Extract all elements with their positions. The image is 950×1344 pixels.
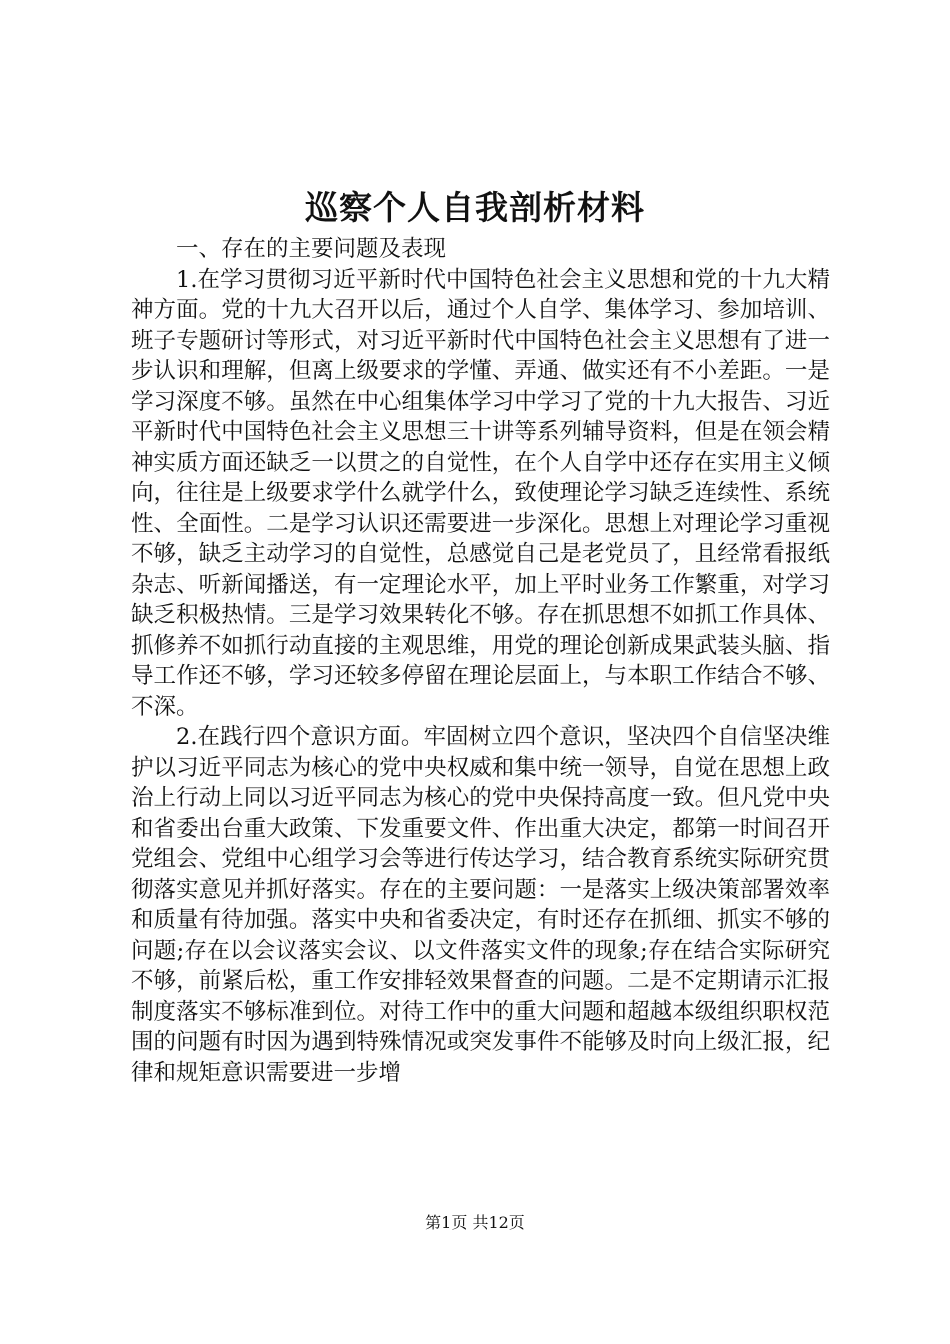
section-heading: 一、存在的主要问题及表现: [176, 236, 447, 262]
paragraph-1: 1.在学习贯彻习近平新时代中国特色社会主义思想和党的十九大精神方面。党的十九大召开以后，通过个人自学、集体学习、参加培训、班子专题研讨等形式，对习近平新时代中国特色社会主义思想有了进一步认识和理解，但离上级要求的学懂、弄通、做实还有不小差距。一是学习深度不够。虽然在中心组集体学习中学习了党的十九大报告、习近平新时代中国特色社会主义思想三十讲等系列辅导资料，但是在领会精神实质方面还缺乏一以贯之的自觉性，在个人自学中还存在实用主义倾向，往往是上级要求学什么就学什么，致使理论学习缺乏连续性、系统性、全面性。二是学习认识还需要进一步深化。思想上对理论学习重视不够，缺乏主动学习的自觉性，总感觉自己是老党员了，且经常看报纸杂志、听新闻播送，有一定理论水平，加上平时业务工作繁重，对学习缺乏积极热情。三是学习效果转化不够。存在抓思想不如抓工作具体、抓修养不如抓行动直接的主观思维，用党的理论创新成果武装头脑、指导工作还不够，学习还较多停留在理论层面上，与本职工作结合不够、不深。: [131, 266, 830, 720]
paragraph-2: 2.在践行四个意识方面。牢固树立四个意识，坚决四个自信坚决维护以习近平同志为核心的党中央权威和集中统一领导，自觉在思想上政治上行动上同以习近平同志为核心的党中央保持高度一致。但凡党中央和省委出台重大政策、下发重要文件、作出重大决定，都第一时间召开党组会、党组中心组学习会等进行传达学习，结合教育系统实际研究贯彻落实意见并抓好落实。存在的主要问题：一是落实上级决策部署效率和质量有待加强。落实中央和省委决定，有时还存在抓细、抓实不够的问题;存在以会议落实会议、以文件落实文件的现象;存在结合实际研究不够，前紧后松，重工作安排轻效果督查的问题。二是不定期请示汇报制度落实不够标准到位。对待工作中的重大问题和超越本级组织职权范围的问题有时因为遇到特殊情况或突发事件不能够及时向上级汇报，纪律和规矩意识需要进一步增: [131, 724, 830, 1086]
document-body: [131, 234, 830, 1088]
document-title: 巡察个人自我剖析材料: [305, 188, 645, 227]
page-number-footer: 第1页 共12页: [425, 1213, 525, 1232]
